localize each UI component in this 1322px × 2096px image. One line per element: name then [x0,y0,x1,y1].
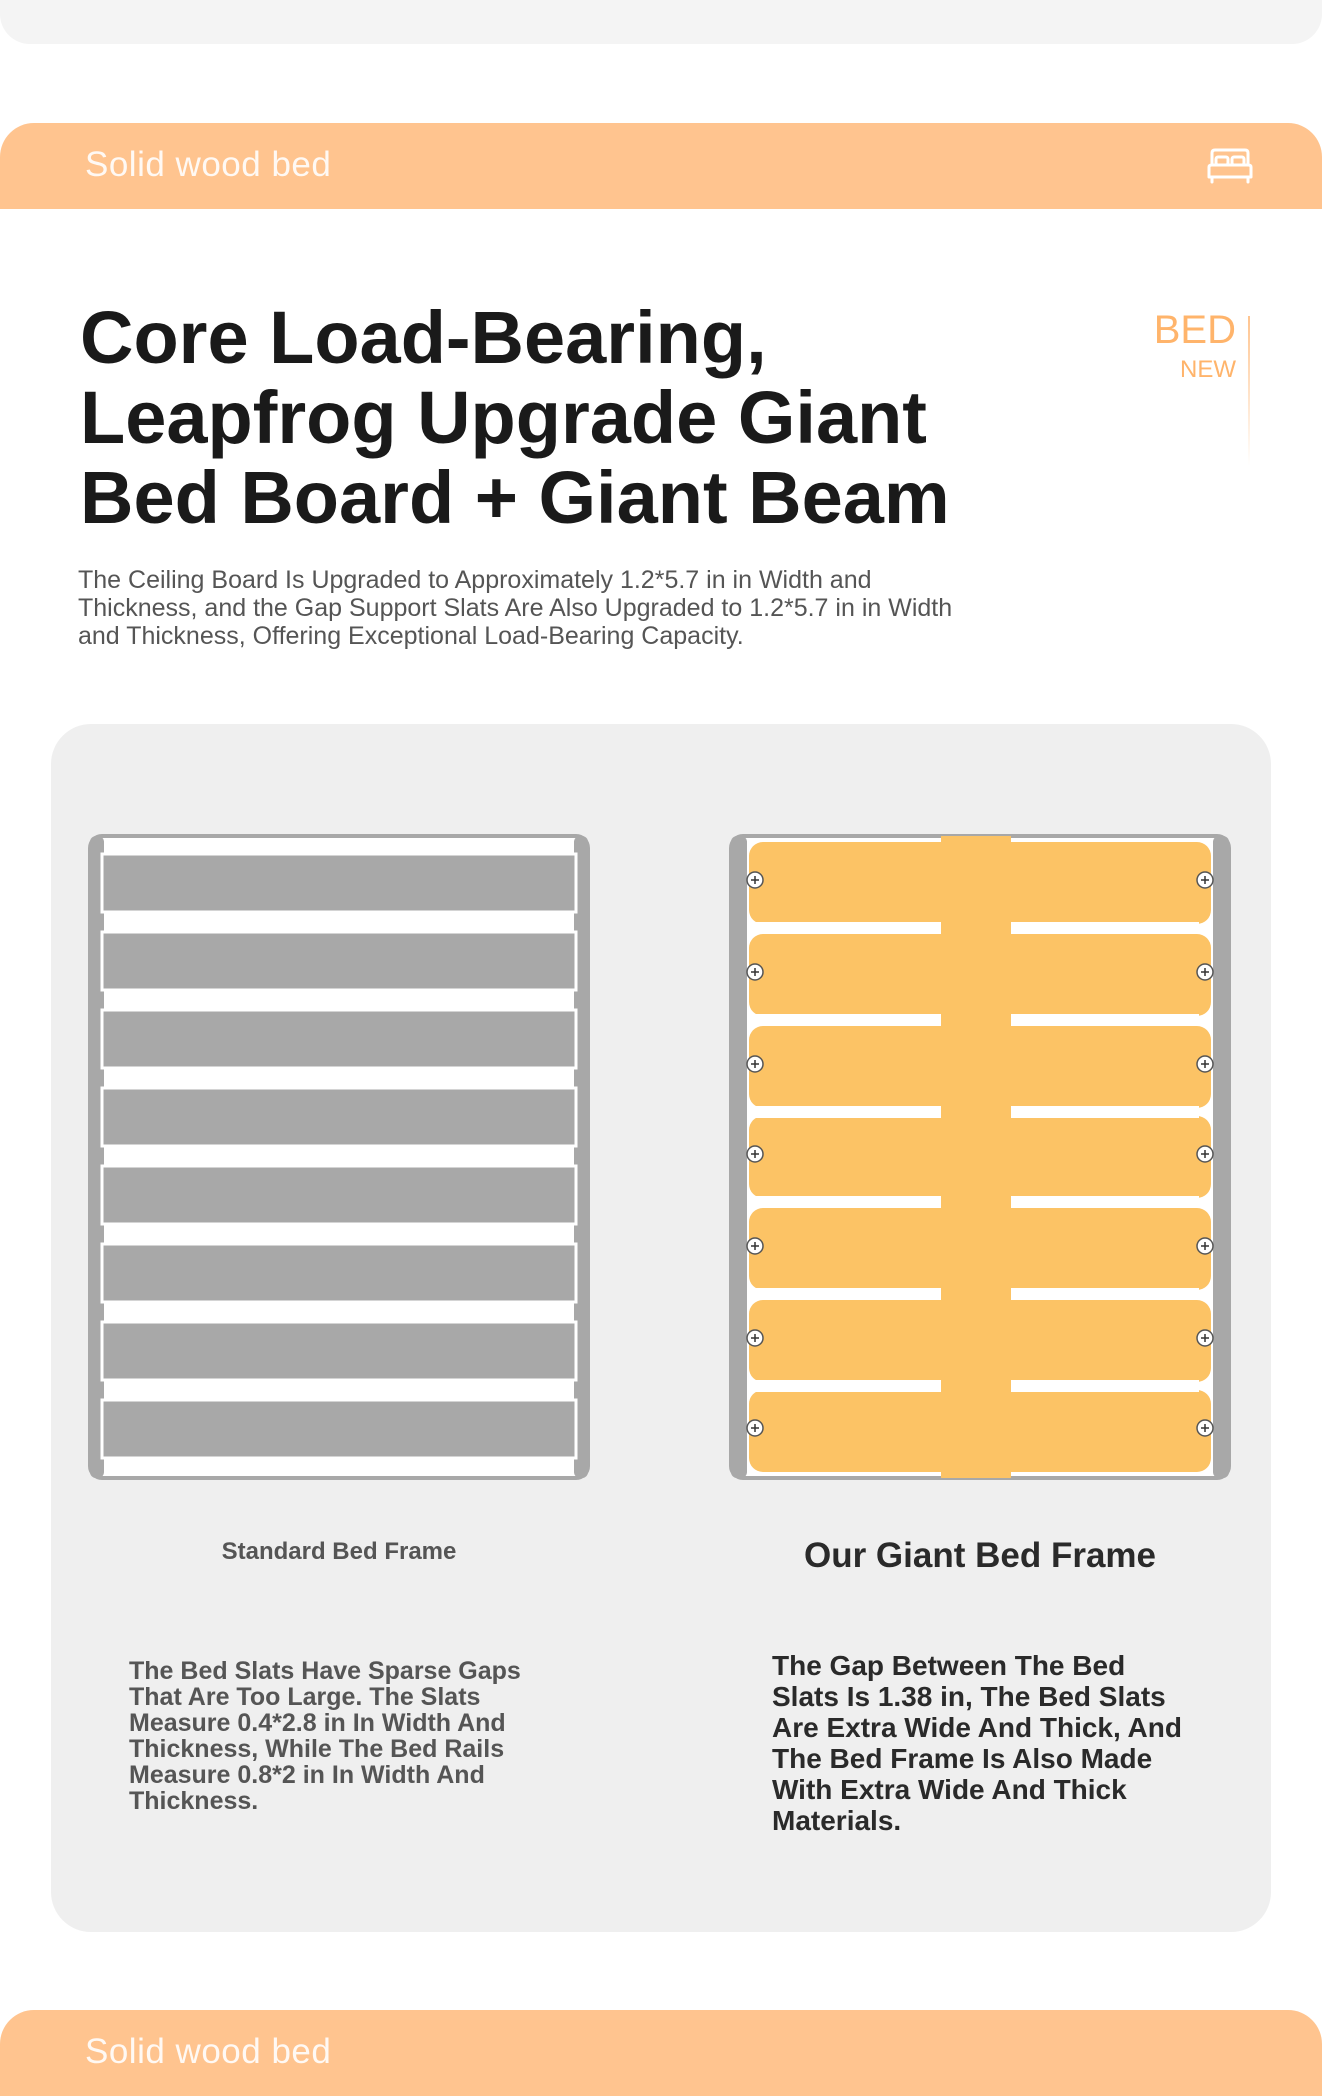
next-section-banner [0,2010,1322,2096]
tag-divider [1248,316,1250,466]
tag-main: BED [1153,308,1236,352]
bed-icon [1206,147,1254,185]
standard-frame-illustration [88,834,590,1480]
next-banner-label: Solid wood bed [85,2032,332,2071]
standard-frame-description: The Bed Slats Have Sparse Gaps That Are Too Large. The Slats Measure 0.4*2.8 in In Width And Thickness, While The Bed Rails Measure 0.8*2 in In Width And Thickness. [129,1657,521,1815]
previous-section-card [0,0,1322,44]
giant-frame-illustration [729,834,1231,1480]
hero-title: Core Load-Bearing, Leapfrog Upgrade Giant Bed Board + Giant Beam [80,296,950,539]
section-banner [0,123,1322,209]
hero-description: The Ceiling Board Is Upgraded to Approximately 1.2*5.7 in in Width and Thickness, and the Gap Support Slats Are Also Upgraded to 1.2*5.7 in in Width and Thickness, Offering Exceptional Load-Bearing Capacity. [78,566,953,650]
giant-frame-description: The Gap Between The Bed Slats Is 1.38 in, The Bed Slats Are Extra Wide And Thick, And The Bed Frame Is Also Made With Extra Wide And Thick Materials. [772,1650,1182,1836]
banner-label: Solid wood bed [85,145,332,184]
tag-sub: NEW [1180,356,1236,383]
giant-frame-caption: Our Giant Bed Frame [803,1536,1157,1575]
bed-new-tag [1144,308,1254,468]
comparison-panel [51,724,1271,1932]
standard-frame-caption: Standard Bed Frame [221,1538,457,1565]
